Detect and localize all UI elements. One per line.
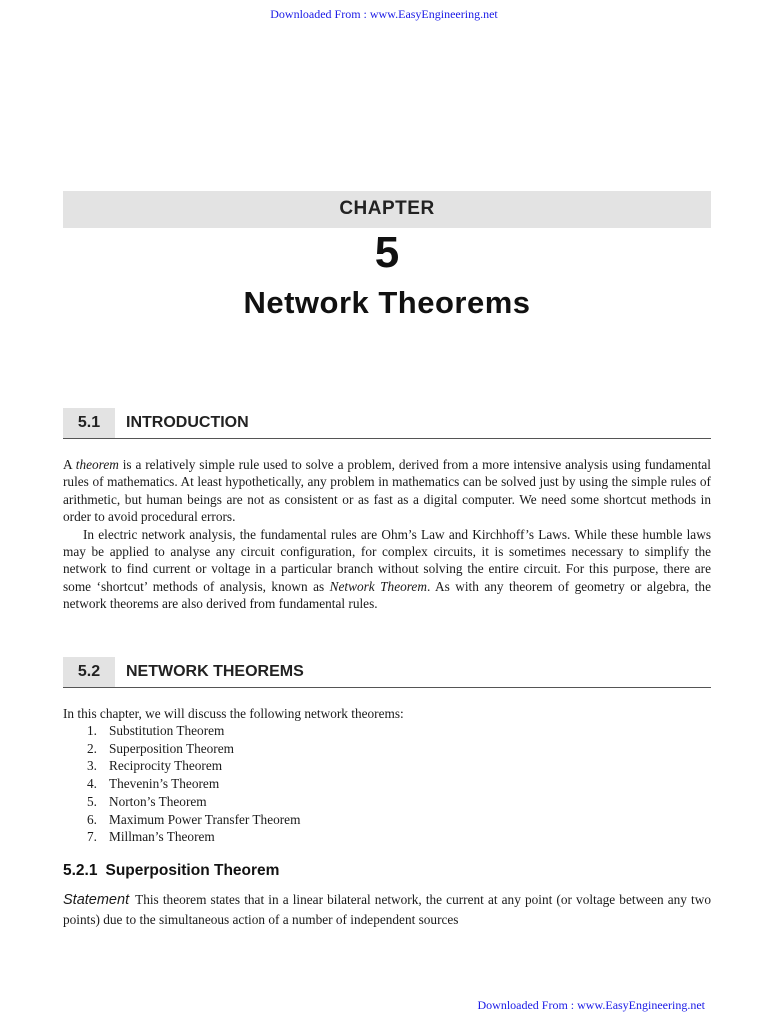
statement-text: This theorem states that in a linear bilateral network, the current at any point (or voltage between any two points) due to the simultaneous action of a number of independent sources (63, 892, 711, 927)
chapter-title: Network Theorems (243, 285, 531, 320)
intro-paragraph-1: A theorem is a relatively simple rule used to solve a problem, derived from a more intensive analysis using fundamental rules of mathematics. At least hypothetically, any problem in mathematics can be solved just by using the simple rules of arithmetic, but human beings are not as consistent or as fast as a digital computer. We need some shortcut methods in order to avoid procedural errors. (63, 457, 711, 525)
header-download-link[interactable]: Downloaded From : www.EasyEngineering.net (270, 7, 498, 21)
theorem-list-intro: In this chapter, we will discuss the following network theorems: (63, 706, 404, 721)
section-heading-introduction (63, 408, 711, 439)
list-item: 2. Superposition Theorem (87, 740, 234, 756)
theorem-list (87, 722, 300, 846)
list-item: 6. Maximum Power Transfer Theorem (87, 811, 301, 827)
section-title: NETWORK THEOREMS (126, 663, 304, 680)
introduction-body (63, 456, 711, 613)
network-theorem-term: Network Theorem (329, 578, 427, 594)
theorem-term: theorem (75, 457, 119, 472)
chapter-label: CHAPTER (339, 198, 435, 219)
list-item: 7. Millman’s Theorem (87, 829, 215, 845)
list-item: 4. Thevenin’s Theorem (87, 776, 220, 792)
subsection-title: Superposition Theorem (105, 862, 280, 879)
subsection-number: 5.2.1 (63, 862, 98, 879)
list-item: 1. Substitution Theorem (87, 723, 225, 738)
list-item: 3. Reciprocity Theorem (87, 758, 223, 774)
subsection-heading-superposition (63, 862, 279, 880)
section-heading-network-theorems (63, 657, 711, 688)
section-title: INTRODUCTION (126, 414, 249, 431)
footer-download-link[interactable]: Downloaded From : www.EasyEngineering.net (477, 998, 705, 1012)
intro-paragraph-2: In electric network analysis, the fundamental rules are Ohm’s Law and Kirchhoff’s Laws. While these humble laws may be applied to analyse any circuit configuration, for complex circuits, it is sometimes necessary to simplify the network to find current or voltage in a particular branch without solving the entire circuit. For this purpose, there are some ‘shortcut’ methods of analysis, known as Network Theorem. As with any theorem of geometry or algebra, the network theorems are also derived from fundamental rules. (63, 526, 711, 612)
statement-paragraph (63, 890, 711, 930)
section-number: 5.2 (63, 657, 115, 687)
chapter-number: 5 (374, 228, 400, 277)
section-number: 5.1 (63, 408, 115, 438)
list-item: 5. Norton’s Theorem (87, 793, 207, 809)
statement-label: Statement (63, 892, 130, 908)
